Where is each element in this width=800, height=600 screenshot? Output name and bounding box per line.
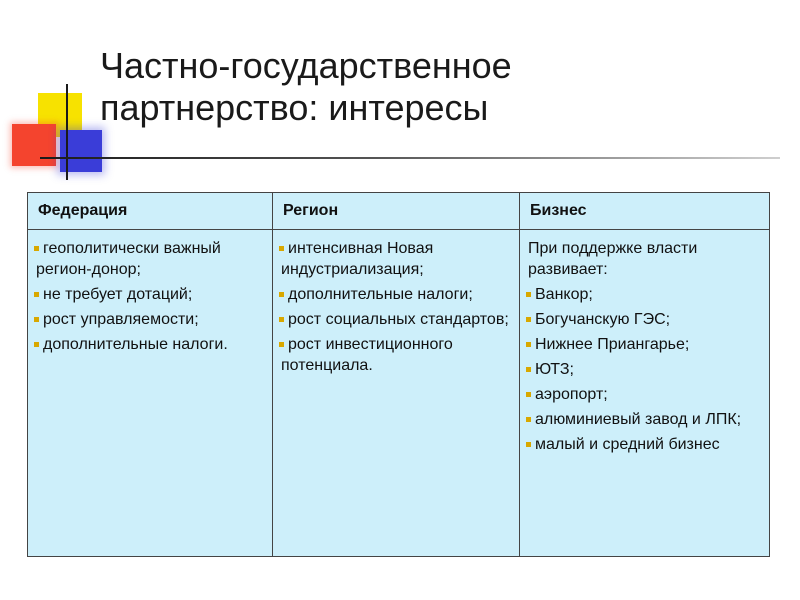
interests-table [27, 192, 770, 557]
list-item: геополитически важный регион-донор; [36, 240, 221, 278]
bullet-icon [526, 342, 531, 347]
list-item: Нижнее Приангарье; [528, 334, 761, 355]
header-region: Регион [273, 193, 520, 230]
bullet-icon [526, 442, 531, 447]
header-federation: Федерация [28, 193, 273, 230]
list-item: ЮТЗ; [528, 359, 761, 380]
list-item: дополнительные налоги. [36, 334, 264, 355]
list-item: малый и средний бизнес [528, 434, 761, 455]
list-item: Ванкор; [528, 284, 761, 305]
decor-vertical-line [66, 84, 68, 180]
business-cell [520, 230, 770, 557]
header-business: Бизнес [520, 193, 770, 230]
list-item: Богучанскую ГЭС; [528, 309, 761, 330]
bullet-icon [34, 317, 39, 322]
bullet-icon [279, 246, 284, 251]
federation-list [36, 238, 264, 355]
bullet-icon [279, 317, 284, 322]
list-item: дополнительные налоги; [281, 284, 511, 305]
list-item: рост социальных стандартов; [281, 309, 511, 330]
list-item: не требует дотаций; [36, 284, 264, 305]
business-intro: При поддержке власти развивает: [528, 240, 698, 278]
federation-cell [28, 230, 273, 557]
decor-red-square [12, 124, 56, 166]
list-item: рост управляемости; [36, 309, 264, 330]
bullet-icon [526, 417, 531, 422]
business-list [528, 284, 761, 455]
slide-title: Частно-государственное партнерство: интересы [100, 45, 512, 128]
list-item: алюминиевый завод и ЛПК; [528, 409, 761, 430]
title-underline [40, 157, 780, 159]
bullet-icon [526, 292, 531, 297]
list-item: интенсивная Новая индустриализация; [281, 240, 434, 278]
region-list [281, 238, 511, 376]
bullet-icon [34, 292, 39, 297]
bullet-icon [279, 342, 284, 347]
bullet-icon [526, 317, 531, 322]
table-row [28, 230, 770, 557]
region-cell [273, 230, 520, 557]
list-item: рост инвестиционного потенциала. [281, 336, 453, 374]
bullet-icon [34, 342, 39, 347]
bullet-icon [526, 367, 531, 372]
bullet-icon [526, 392, 531, 397]
bullet-icon [34, 246, 39, 251]
table-header-row [28, 193, 770, 230]
bullet-icon [279, 292, 284, 297]
list-item: аэропорт; [528, 384, 761, 405]
